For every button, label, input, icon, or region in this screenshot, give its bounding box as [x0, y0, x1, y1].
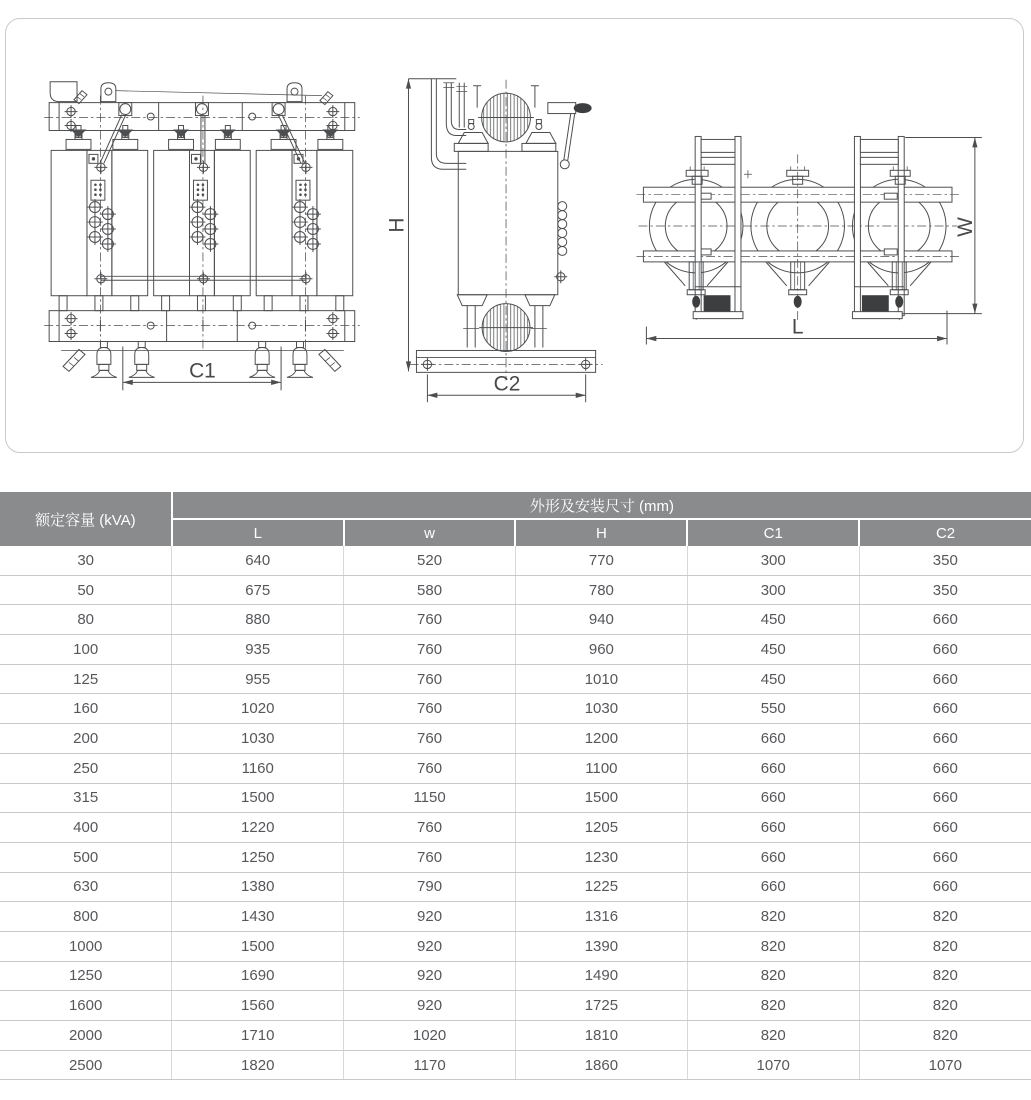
cell-w: 520 — [344, 546, 516, 575]
header-col-C2: C2 — [859, 519, 1031, 546]
l-dimension-label: L — [791, 315, 804, 339]
c2-dimension — [427, 372, 585, 402]
table-row — [0, 664, 1031, 694]
cell-L: 1430 — [172, 902, 344, 932]
cell-kva: 50 — [0, 575, 172, 605]
cell-C2: 660 — [859, 724, 1031, 754]
cell-L: 955 — [172, 664, 344, 694]
cell-L: 1820 — [172, 1050, 344, 1080]
cell-w: 760 — [344, 605, 516, 635]
cell-w: 760 — [344, 724, 516, 754]
cell-L: 1250 — [172, 842, 344, 872]
cell-C1: 660 — [687, 783, 859, 813]
table-row — [0, 724, 1031, 754]
table-row — [0, 635, 1031, 665]
header-group-row — [0, 492, 1031, 519]
header-col-H: H — [515, 519, 687, 546]
cell-H: 780 — [515, 575, 687, 605]
spec-table — [0, 492, 1031, 1080]
cell-H: 1010 — [515, 664, 687, 694]
cell-L: 1500 — [172, 783, 344, 813]
table-row — [0, 991, 1031, 1021]
cell-kva: 1000 — [0, 931, 172, 961]
h-dimension — [386, 79, 457, 372]
cell-C1: 820 — [687, 991, 859, 1021]
cell-C2: 660 — [859, 635, 1031, 665]
cell-w: 920 — [344, 931, 516, 961]
cell-kva: 1250 — [0, 961, 172, 991]
header-col-w: w — [344, 519, 516, 546]
cell-C2: 820 — [859, 961, 1031, 991]
cell-H: 770 — [515, 546, 687, 575]
table-row — [0, 961, 1031, 991]
cell-w: 760 — [344, 842, 516, 872]
cell-kva: 400 — [0, 813, 172, 843]
header-dimensions-group: 外形及安装尺寸 (mm) — [172, 492, 1031, 519]
cell-H: 1205 — [515, 813, 687, 843]
cell-L: 1160 — [172, 753, 344, 783]
cell-C2: 820 — [859, 902, 1031, 932]
cell-H: 1725 — [515, 991, 687, 1021]
cell-L: 880 — [172, 605, 344, 635]
cell-H: 1100 — [515, 753, 687, 783]
cell-w: 1020 — [344, 1021, 516, 1051]
cell-C1: 450 — [687, 635, 859, 665]
cell-L: 1690 — [172, 961, 344, 991]
cell-kva: 30 — [0, 546, 172, 575]
top-view — [636, 136, 981, 344]
cell-w: 920 — [344, 902, 516, 932]
cell-H: 1490 — [515, 961, 687, 991]
cell-w: 920 — [344, 991, 516, 1021]
cell-kva: 125 — [0, 664, 172, 694]
table-row — [0, 694, 1031, 724]
cell-L: 935 — [172, 635, 344, 665]
c1-dimension-label: C1 — [189, 359, 216, 383]
cell-H: 940 — [515, 605, 687, 635]
cell-C2: 1070 — [859, 1050, 1031, 1080]
table-row — [0, 753, 1031, 783]
cell-C1: 550 — [687, 694, 859, 724]
cell-L: 1500 — [172, 931, 344, 961]
cell-L: 1030 — [172, 724, 344, 754]
cell-C2: 660 — [859, 605, 1031, 635]
cell-C2: 660 — [859, 842, 1031, 872]
header-col-C1: C1 — [687, 519, 859, 546]
cell-L: 1220 — [172, 813, 344, 843]
cell-kva: 315 — [0, 783, 172, 813]
table-body — [0, 546, 1031, 1080]
table-row — [0, 931, 1031, 961]
cell-w: 760 — [344, 813, 516, 843]
cell-kva: 2500 — [0, 1050, 172, 1080]
table-row — [0, 813, 1031, 843]
cell-kva: 80 — [0, 605, 172, 635]
cell-C1: 450 — [687, 605, 859, 635]
transformer-drawings — [6, 19, 1023, 452]
cell-H: 1316 — [515, 902, 687, 932]
table-row — [0, 872, 1031, 902]
cell-kva: 800 — [0, 902, 172, 932]
cell-L: 1710 — [172, 1021, 344, 1051]
front-view — [44, 82, 360, 391]
cell-H: 1810 — [515, 1021, 687, 1051]
cell-C2: 660 — [859, 783, 1031, 813]
cell-w: 920 — [344, 961, 516, 991]
cell-L: 675 — [172, 575, 344, 605]
cell-H: 1500 — [515, 783, 687, 813]
cell-kva: 500 — [0, 842, 172, 872]
table-row — [0, 783, 1031, 813]
cell-w: 580 — [344, 575, 516, 605]
w-dimension — [902, 137, 982, 313]
cell-C1: 820 — [687, 902, 859, 932]
cell-kva: 200 — [0, 724, 172, 754]
cell-C2: 820 — [859, 1021, 1031, 1051]
table-row — [0, 842, 1031, 872]
cell-C2: 660 — [859, 753, 1031, 783]
w-dimension-label: W — [953, 217, 977, 237]
cell-C2: 350 — [859, 546, 1031, 575]
cell-H: 1225 — [515, 872, 687, 902]
cell-w: 1170 — [344, 1050, 516, 1080]
cell-kva: 1600 — [0, 991, 172, 1021]
cell-C1: 450 — [687, 664, 859, 694]
table-row — [0, 546, 1031, 575]
cell-C1: 300 — [687, 575, 859, 605]
cell-w: 760 — [344, 753, 516, 783]
cell-H: 1030 — [515, 694, 687, 724]
cell-H: 1230 — [515, 842, 687, 872]
cell-C2: 660 — [859, 872, 1031, 902]
cell-C1: 660 — [687, 813, 859, 843]
cell-C1: 660 — [687, 753, 859, 783]
cell-kva: 100 — [0, 635, 172, 665]
cell-w: 760 — [344, 635, 516, 665]
cell-C1: 1070 — [687, 1050, 859, 1080]
cell-C2: 820 — [859, 991, 1031, 1021]
h-dimension-label: H — [385, 217, 409, 233]
cell-C2: 660 — [859, 694, 1031, 724]
cell-kva: 160 — [0, 694, 172, 724]
cell-C1: 820 — [687, 1021, 859, 1051]
cell-C2: 660 — [859, 664, 1031, 694]
cell-L: 1380 — [172, 872, 344, 902]
cell-H: 1390 — [515, 931, 687, 961]
header-capacity: 额定容量 (kVA) — [0, 492, 172, 546]
header-col-L: L — [172, 519, 344, 546]
cell-H: 960 — [515, 635, 687, 665]
cell-w: 760 — [344, 694, 516, 724]
c2-dimension-label: C2 — [493, 372, 521, 396]
cell-kva: 630 — [0, 872, 172, 902]
table-row — [0, 1050, 1031, 1080]
cell-kva: 250 — [0, 753, 172, 783]
cell-C2: 820 — [859, 931, 1031, 961]
cell-L: 640 — [172, 546, 344, 575]
cell-C1: 300 — [687, 546, 859, 575]
cell-w: 760 — [344, 664, 516, 694]
cell-H: 1200 — [515, 724, 687, 754]
cell-C1: 820 — [687, 961, 859, 991]
table-row — [0, 1021, 1031, 1051]
cell-C2: 350 — [859, 575, 1031, 605]
cell-C1: 660 — [687, 724, 859, 754]
cell-C2: 660 — [859, 813, 1031, 843]
cell-L: 1020 — [172, 694, 344, 724]
drawing-card — [5, 18, 1024, 453]
cell-C1: 660 — [687, 842, 859, 872]
table-row — [0, 575, 1031, 605]
table-header — [0, 492, 1031, 546]
table-row — [0, 605, 1031, 635]
cell-C1: 660 — [687, 872, 859, 902]
cell-C1: 820 — [687, 931, 859, 961]
cell-kva: 2000 — [0, 1021, 172, 1051]
cell-L: 1560 — [172, 991, 344, 1021]
side-view — [386, 79, 603, 403]
cell-w: 1150 — [344, 783, 516, 813]
table-row — [0, 902, 1031, 932]
cell-w: 790 — [344, 872, 516, 902]
cell-H: 1860 — [515, 1050, 687, 1080]
